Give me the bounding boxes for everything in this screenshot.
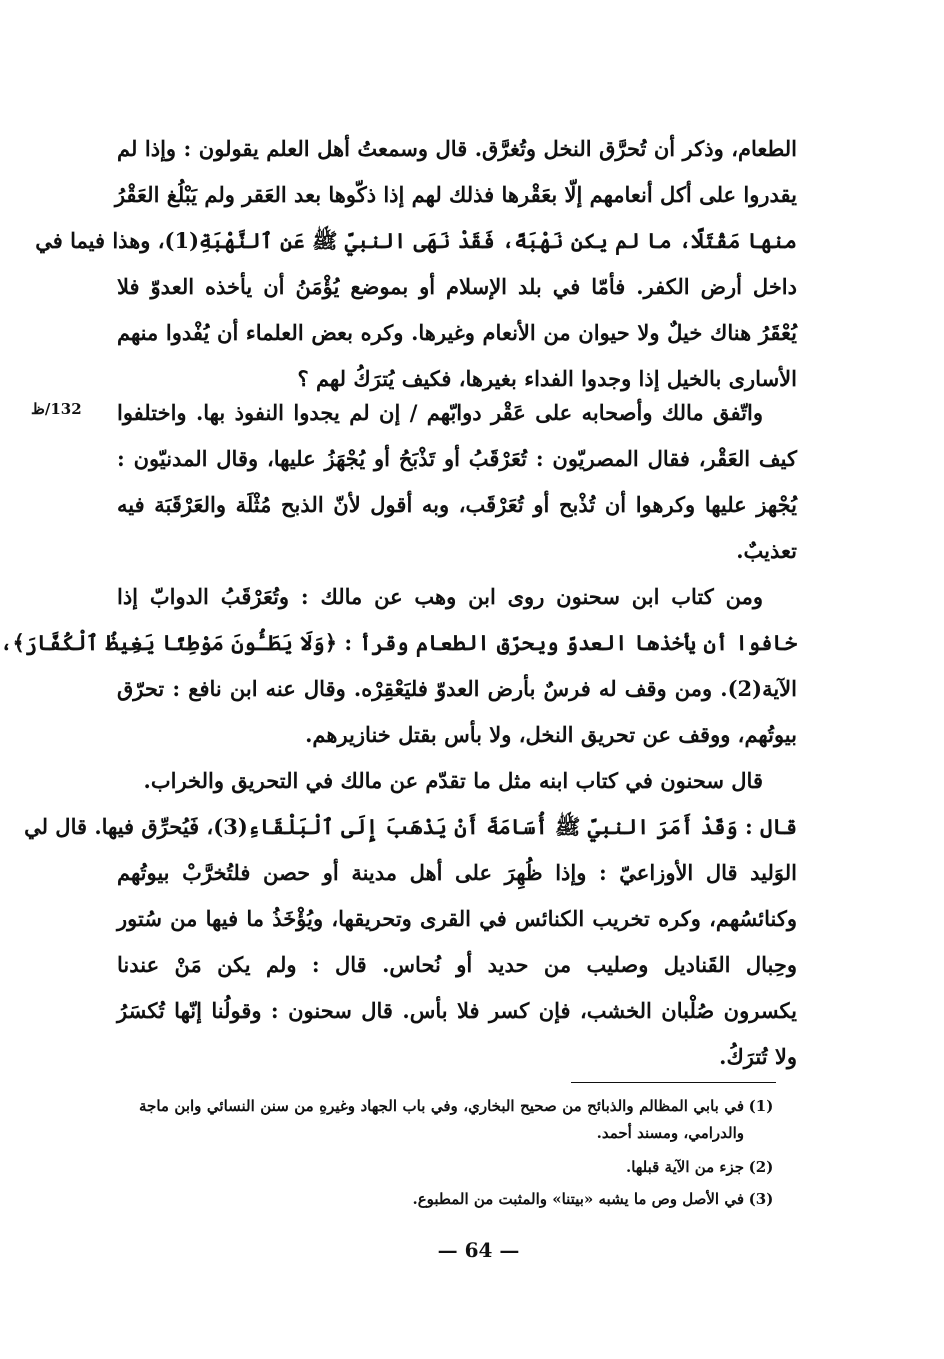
footnote-text [139, 1093, 744, 1147]
paragraph-line: خافوا أن يأخذها العدوّ ويحرّق الطعام وقرأ : ﴿وَلَا يَطَـُٔونَ مَوْطِئًا يَغِيظُ ٱلْكُفَّارَ﴾، [0, 630, 797, 655]
paragraph-line: يقدروا على أكل أنعامهم إلّا بعَقْرها فذلك لهم إذا ذكّوها بعد العَقر ولم يَبْلُغ العَقْرُ [114, 182, 797, 207]
paragraph-line: كيف العَقْر، فقال المصريّون : تُعَرْقَبُ أو تَذْبَحُ أو يُجْهَزُ عليها، وقال المدنيّون : [117, 446, 797, 471]
paragraph-2 [117, 390, 797, 574]
paragraph-line: تعذيبٌ. [736, 538, 797, 563]
margin-folio-note: 132/ظ [31, 400, 82, 418]
paragraph-line: الوَليد قال الأوزاعيّ : وإذا ظُهِرَ على أهل مدينة أو حصن فلتُخرَّبْ بيوتُهم [117, 860, 797, 885]
footnote-text: في الأصل وص ما يشبه «بيتنا» والمثبت من المطبوع. [412, 1190, 744, 1208]
footnote-number: (1) [748, 1097, 774, 1115]
paragraph-line: يُجْهز عليها وكرهوا أن تُذْبح أو تُعَرْقَب، وبه أقول لأنّ الذبح مُثْلَة والعَرْقَبَة فيه [117, 492, 797, 517]
page-number: — 64 — [437, 1238, 520, 1262]
paragraph-line: يُعْقَرُ هناك خيلٌ ولا حيوان من الأنعام وغيرها. وكره بعض العلماء أن يُفْدوا منهم [117, 320, 797, 345]
paragraph-line: الأسارى بالخيل إذا وجدوا الفداء بغيرها، فكيف يُترَكُ لهم ؟ [297, 366, 797, 391]
paragraph-line: ومن كتاب ابن سحنون روى ابن وهب عن مالك : وتُعَرْقَبُ الدوابّ إذا [117, 584, 763, 609]
footnote-divider [571, 1082, 776, 1083]
paragraph-line: واتّفق مالك وأصحابه على عَقْر دوابّهم / إن لم يجدوا النفوذ بها. واختلفوا [117, 400, 763, 425]
paragraph-1 [35, 126, 797, 402]
paragraph-line: الطعام، وذكر أن تُحرَّق النخل وتُغرَّق. قال وسمعتُ أهل العلم يقولون : وإذا لم [117, 136, 797, 161]
paragraph-line: ولا تُترَكُ. [719, 1044, 797, 1069]
paragraph-line: الآية(2). ومن وقف له فرسٌ بأرض العدوّ فليَعْقِرْه. وقال عنه ابن نافع : تحرّق [117, 676, 797, 701]
paragraph-line: منها مَقْتَلًا، ما لم يكن نَهْبَةً، فَقَدْ نَهَى النبيّ ﷺ عَنِ ٱلنَّهْبَةِ(1)، وهذا فيما في [35, 228, 797, 253]
paragraph-line: وكنائسُهم، وكره تخريب الكنائس في القرى وتحريقها، ويُؤْخَذُ ما فيها من سُتور [117, 906, 797, 931]
footnote-text: جزء من الآية قبلها. [625, 1158, 744, 1176]
paragraph-4 [24, 758, 797, 1080]
paragraph-3 [0, 574, 797, 758]
paragraph-line: بيوتُهم، ووقف عن تحريق النخل، ولا بأس بقتل خنازيرهم. [305, 722, 797, 747]
paragraph-line: قال : وَقَدْ أَمَرَ النبيّ ﷺ أُسَامَةَ أَنْ يَذْهَبَ إِلَى ٱلْبَلْقَاءِ(3)، فَيُحرِّق فيها. قال لي [24, 814, 797, 839]
footnote-number: (3) [748, 1190, 774, 1208]
paragraph-line: يكسرون صُلْبان الخشب، فإن كسر فلا بأس. قال سحنون : وقولُنا إنّها تُكسَرُ [117, 998, 797, 1023]
footnote-line: والدرامي، ومسند أحمد. [596, 1124, 744, 1142]
footnote-line: في بابي المظالم والذبائح من صحيح البخاري، وفي باب الجهاد وغيرهِ من سنن النسائي وابن ماجة [139, 1097, 744, 1115]
paragraph-line: قال سحنون في كتاب ابنه مثل ما تقدّم عن مالك في التحريق والخراب. [143, 768, 763, 793]
paragraph-line: وحِبال القَناديل وصليب من حديد أو نُحاس. قال : ولم يكن مَنْ عندنا [117, 952, 797, 977]
footnote-number: (2) [748, 1158, 774, 1176]
paragraph-line: داخل أرض الكفر. فأمّا في بلد الإسلام أو بموضع يُؤْمَنُ أن يأخذه العدوّ فلا [117, 274, 797, 299]
